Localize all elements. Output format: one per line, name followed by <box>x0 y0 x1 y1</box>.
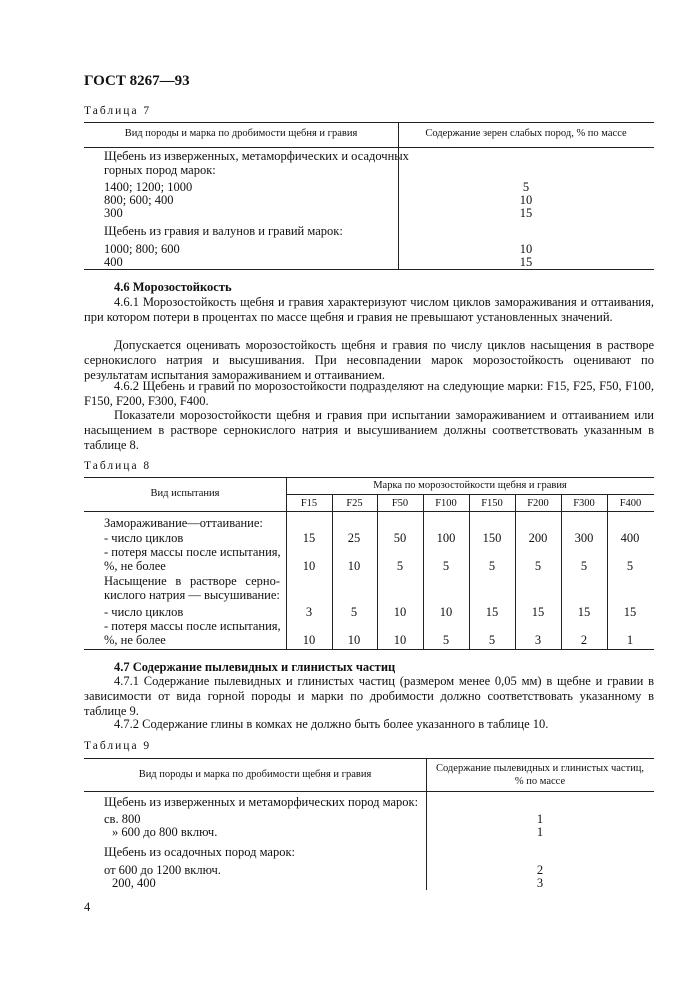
table9-value: 2 <box>536 863 544 877</box>
table8-sat-title: Насыщение в растворе серно- <box>104 574 280 588</box>
table7-value: 10 <box>519 193 533 207</box>
table7-group1-line2: горных пород марок: <box>104 163 216 177</box>
table8-divider <box>515 494 516 649</box>
table8-loss-label: - потеря массы после испытания, <box>104 619 281 633</box>
table7-caption: Таблица 7 <box>84 105 152 117</box>
table9-header-border <box>84 791 654 792</box>
table8-cell: 10 <box>347 559 361 573</box>
table9-group1: Щебень из изверженных и метаморфических пород марок: <box>104 795 419 809</box>
section-4-7-title: 4.7 Содержание пылевидных и глинистых частиц <box>114 660 396 674</box>
table7-value: 15 <box>519 255 533 269</box>
page-number: 4 <box>84 900 91 914</box>
table8-col-test-header: Вид испытания <box>150 488 220 499</box>
table8-cell: 15 <box>577 605 591 619</box>
table9-value: 1 <box>536 812 544 826</box>
table8-cycles-label: - число циклов <box>104 605 184 619</box>
table8-grade-header: F400 <box>619 498 642 509</box>
table8-top-border <box>84 477 654 478</box>
table8-cell: 3 <box>534 633 542 647</box>
table8-cell: 25 <box>347 531 361 545</box>
table7-col2-header: Содержание зерен слабых пород, % по массе <box>425 128 627 139</box>
table8-loss-label: %, не более <box>104 633 166 647</box>
table7-col1-header: Вид породы и марка по дробимости щебня и гравия <box>124 128 358 139</box>
table9-group2: Щебень из осадочных пород марок: <box>104 845 295 859</box>
table9-row: от 600 до 1200 включ. <box>104 863 221 877</box>
table8-grade-header: F25 <box>346 498 363 509</box>
table8-divider <box>377 494 378 649</box>
table8-grade-header: F100 <box>435 498 457 509</box>
table8-freeze-title: Замораживание—оттаивание: <box>104 516 263 530</box>
table8-divider <box>561 494 562 649</box>
table7-top-border <box>84 122 654 123</box>
table8-grade-header: F300 <box>573 498 595 509</box>
table7-row: 300 <box>104 206 123 220</box>
table8-cell: 5 <box>350 605 358 619</box>
section-4-6-paragraph-2: Допускается оценивать морозостойкость щебня и гравия по числу циклов насыщения в растворе сернокислого натрия и высушивания. При несовпадении марок морозостойкость оценивают по результатам испытания замораживанием и оттаиванием. <box>84 338 654 382</box>
table8-cell: 5 <box>580 559 588 573</box>
table9-top-border <box>84 758 654 759</box>
table8-loss-label: %, не более <box>104 559 166 573</box>
table8-cell: 10 <box>302 633 316 647</box>
table8-cell: 2 <box>580 633 588 647</box>
table8-cell: 15 <box>485 605 499 619</box>
table7-row: 1000; 800; 600 <box>104 242 180 256</box>
section-4-7-1-paragraph: 4.7.1 Содержание пылевидных и глинистых частиц (размером менее 0,05 мм) в щебне и гравии в зависимости от вида горной породы и марки по дробимости должно соответствовать указанному в таблице 9. <box>84 674 654 718</box>
table9-row: 200, 400 <box>112 876 156 890</box>
table9-col2-header: % по массе <box>514 776 566 787</box>
document-header: ГОСТ 8267—93 <box>84 73 190 89</box>
table8-cycles-label: - число циклов <box>104 531 184 545</box>
table8-caption: Таблица 8 <box>84 460 152 472</box>
table8-header-border <box>84 511 654 512</box>
table8-cell: 5 <box>626 559 634 573</box>
section-4-6-1-paragraph: 4.6.1 Морозостойкость щебня и гравия характеризуют числом циклов замораживания и оттаивания, при котором потери в процентах по массе щебня и гравия не превышают установленных значений. <box>84 295 654 324</box>
table8-cell: 150 <box>482 531 502 545</box>
table8-col-group-header: Марка по морозостойкости щебня и гравия <box>373 480 567 491</box>
table8-cell: 3 <box>305 605 313 619</box>
table8-sat-title: кислого натрия — высушивание: <box>104 588 280 602</box>
section-4-6-2-paragraph: 4.6.2 Щебень и гравий по морозостойкости подразделяют на следующие марки: F15, F25, F50, F100, F150, F200, F300, F400. <box>84 379 654 408</box>
table9-col2-header: Содержание пылевидных и глинистых частиц, <box>435 763 645 774</box>
table8-grade-header: F150 <box>481 498 503 509</box>
table9-row: св. 800 <box>104 812 141 826</box>
table8-cell: 100 <box>436 531 456 545</box>
table8-divider <box>332 494 333 649</box>
table8-bottom-border <box>84 649 654 650</box>
table9-row: » 600 до 800 включ. <box>112 825 218 839</box>
table7-row: 800; 600; 400 <box>104 193 174 207</box>
table7-group2: Щебень из гравия и валунов и гравий марок: <box>104 224 343 238</box>
table8-cell: 5 <box>396 559 404 573</box>
table7-group1-line1: Щебень из изверженных, метаморфических и осадочных <box>104 149 409 163</box>
table8-loss-label: - потеря массы после испытания, <box>104 545 281 559</box>
table8-divider <box>469 494 470 649</box>
table7-value: 10 <box>519 242 533 256</box>
table7-value: 5 <box>522 180 530 194</box>
table7-column-divider <box>398 122 399 269</box>
table8-cell: 400 <box>620 531 640 545</box>
table8-divider <box>423 494 424 649</box>
table7-value: 15 <box>519 206 533 220</box>
table8-cell: 10 <box>393 633 407 647</box>
table8-cell: 10 <box>302 559 316 573</box>
table8-cell: 15 <box>623 605 637 619</box>
table8-grade-header: F50 <box>391 498 409 509</box>
table8-subheader-border <box>286 494 654 495</box>
table9-col1-header: Вид породы и марка по дробимости щебня и гравия <box>138 769 372 780</box>
section-4-6-title: 4.6 Морозостойкость <box>114 280 232 294</box>
table8-cell: 50 <box>393 531 407 545</box>
table8-cell: 10 <box>439 605 453 619</box>
table8-cell: 5 <box>442 559 450 573</box>
table8-cell: 1 <box>626 633 634 647</box>
section-4-6-paragraph-4: Показатели морозостойкости щебня и гравия при испытании замораживанием и оттаиванием или насыщением в растворе сернокислого натрия и высушиванием должны соответствовать указанным в таблице 8. <box>84 408 654 452</box>
table8-cell: 5 <box>534 559 542 573</box>
table9-value: 3 <box>536 876 544 890</box>
table7-bottom-border <box>84 269 654 270</box>
table8-divider <box>607 494 608 649</box>
table9-caption: Таблица 9 <box>84 740 152 752</box>
table9-value: 1 <box>536 825 544 839</box>
table8-cell: 300 <box>574 531 594 545</box>
table7-row: 1400; 1200; 1000 <box>104 180 193 194</box>
table8-cell: 15 <box>302 531 316 545</box>
table8-cell: 10 <box>347 633 361 647</box>
table8-cell: 5 <box>442 633 450 647</box>
table7-row: 400 <box>104 255 123 269</box>
table8-cell: 15 <box>531 605 545 619</box>
table8-grade-header: F15 <box>300 498 318 509</box>
section-4-7-2-paragraph: 4.7.2 Содержание глины в комках не должно быть более указанного в таблице 10. <box>114 717 549 731</box>
table8-cell: 5 <box>488 633 496 647</box>
table8-grade-header: F200 <box>527 498 549 509</box>
table8-cell: 10 <box>393 605 407 619</box>
table8-cell: 5 <box>488 559 496 573</box>
table7-header-border <box>84 147 654 148</box>
table8-cell: 200 <box>528 531 548 545</box>
